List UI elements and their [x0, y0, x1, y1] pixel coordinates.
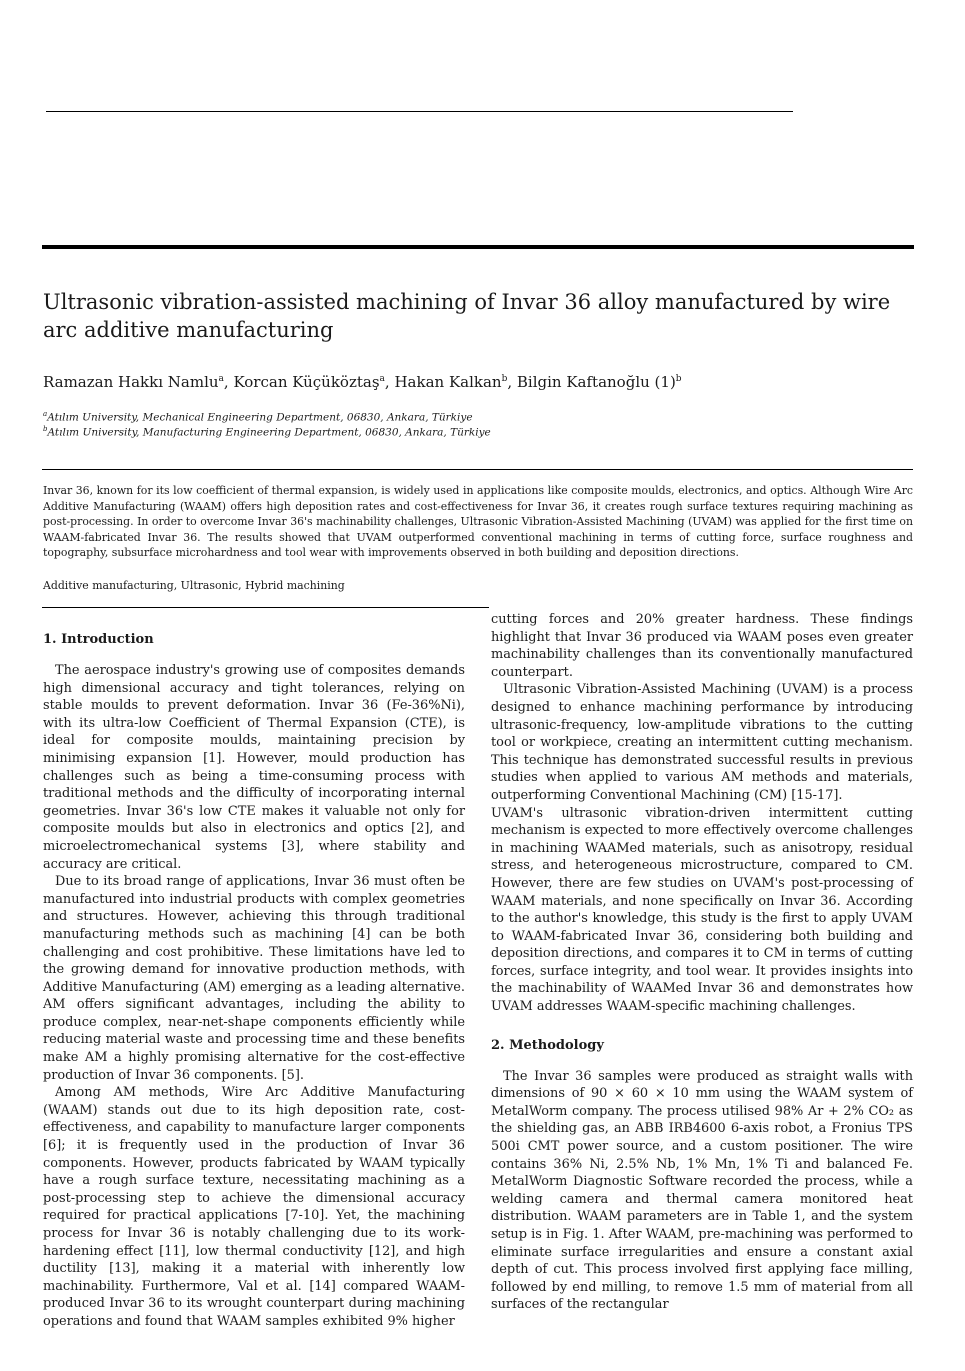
- author: Hakan Kalkan$^b$,: [394, 373, 517, 391]
- body-rule: [42, 607, 489, 608]
- section-heading-methodology: 2. Methodology: [491, 1037, 604, 1053]
- author-list: [43, 369, 682, 392]
- paragraph: Among AM methods, Wire Arc Additive Manufacturing (WAAM) stands out due to its high deposition rate, cost-effectiveness, and capability to manufacture larger components [6]; it is frequently used in the production of Invar 36 components. However, products fabricated by WAAM typically have a rough surface texture, necessitating machining as a post-processing step to achieve the dimensional accuracy required for practical applications [7-10]. Yet, the machining process for Invar 36 is notably challenging due to its work-hardening effect [11], low thermal conductivity [12], and high ductility [13], making it a material with inherently low machinability. Furthermore, Val et al. [14] compared WAAM-produced Invar 36 to its wrought counterpart during machining operations and found that WAAM samples exhibited 9% higher: [43, 1085, 465, 1329]
- paragraph: cutting forces and 20% greater hardness. These findings highlight that Invar 36 produced via WAAM poses even greater machinability challenges than its conventionally manufactured counterpart.: [491, 612, 913, 680]
- author: Ramazan Hakkı Namlu$^a$,: [43, 373, 234, 391]
- left-column: [43, 630, 465, 1331]
- paragraph: Due to its broad range of applications, Invar 36 must often be manufactured into industrial products with complex geometries and structures. However, achieving this through traditional manufacturing methods such as machining [4] can be both challenging and cost prohibitive. These limitations have led to the growing demand for innovative production methods, with Additive Manufacturing (AM) emerging as a leading alternative. AM offers significant advantages, including the ability to produce complex, near-net-shape components efficiently while reducing material waste and processing time and these benefits make AM a highly promising alternative for the cost-effective production of Invar 36 components. [5].: [43, 874, 465, 1083]
- paragraph: The Invar 36 samples were produced as straight walls with dimensions of 90 × 60 × 10 mm using the WAAM system of MetalWorm company. The process utilised 98% Ar + 2% CO₂ as the shielding gas, an ABB IRB4600 6-axis robot, a Fronius TPS 500i CMT power source, and a custom positioner. The wire contains 36% Ni, 2.5% Nb, 1% Mn, 1% Ti and balanced Fe. MetalWorm Diagnostic Software recorded the process, while a welding camera and thermal camera monitored heat distribution. WAAM parameters are in Table 1, and the system setup is in Fig. 1. After WAAM, pre-machining was performed to eliminate surface irregularities and ensure a constant axial depth of cut. This process involved first applying face milling, followed by end milling, to remove 1.5 mm of material from all surfaces of the rectangular: [491, 1068, 913, 1313]
- author: Korcan Küçüköztaş$^a$,: [233, 373, 395, 391]
- paragraph: Ultrasonic Vibration-Assisted Machining (UVAM) is a process designed to enhance machining performance by introducing ultrasonic-frequency, low-amplitude vibrations to the cutting tool or workpiece, creating an intermittent cutting mechanism. This technique has demonstrated successful results in previous studies when applied to various AM methods and materials, outperforming Conventional Machining (CM) [15-17].: [491, 682, 913, 803]
- abstract-rule: [42, 469, 913, 470]
- abstract: Invar 36, known for its low coefficient of thermal expansion, is widely used in applications like composite moulds, electronics, and optics. Although Wire Arc Additive Manufacturing (WAAM) offers high deposition rates and cost-effectiveness for Invar 36, it creates rough surface textures requiring machining as post-processing. In order to overcome Invar 36's machinability challenges, Ultrasonic Vibration-Assisted Machining (UVAM) was applied for the first time on WAAM-fabricated Invar 36. The results showed that UVAM outperformed conventional machining in terms of cutting force, surface roughness and topography, subsurface microhardness and tool wear with improvements observed in both building and deposition directions.: [43, 484, 913, 559]
- paragraph: UVAM's ultrasonic vibration-driven intermittent cutting mechanism is expected to more effectively overcome challenges in machining WAAMed materials, such as anisotropy, residual stress, and heterogeneous microstructure, compared to CM. However, there are few studies on UVAM's post-processing of WAAM materials, and none specifically on Invar 36. According to the author's knowledge, this study is the first to apply UVAM to WAAM-fabricated Invar 36, considering both building and deposition directions, and compares it to CM in terms of cutting forces, surface integrity, and tool wear. It provides insights into the machinability of WAAMed Invar 36 and demonstrates how UVAM addresses WAAM-specific machining challenges.: [491, 805, 913, 1015]
- title-rule-thick: [42, 245, 914, 249]
- section-heading-introduction: 1. Introduction: [43, 632, 154, 647]
- right-column: [491, 611, 913, 1314]
- affiliation: $^b$Atılım University, Manufacturing Engineering Department, 06830, Ankara, Türkiye: [43, 425, 491, 439]
- affiliation: $^a$Atılım University, Mechanical Engineering Department, 06830, Ankara, Türkiye: [43, 410, 473, 424]
- paragraph: The aerospace industry's growing use of composites demands high dimensional accuracy and tight tolerances, relying on stable moulds to prevent deformation. Invar 36 (Fe-36%Ni), with its ultra-low Coefficient of Thermal Expansion (CTE), is ideal for composite moulds, maintaining precision by minimising expansion [1]. However, mould production has challenges such as being a time-consuming process with traditional methods and the difficulty of incorporating internal geometries. Invar 36's low CTE makes it valuable not only for composite moulds but also in electronics and optics [2], and microelectromechanical systems [3], where stability and accuracy are critical.: [43, 663, 465, 872]
- author: Bilgin Kaftanoğlu $(1)^b$: [516, 373, 682, 391]
- keywords: Additive manufacturing, Ultrasonic, Hybrid machining: [43, 579, 345, 592]
- header-rule: [46, 111, 793, 112]
- paper-title: Ultrasonic vibration-assisted machining of Invar 36 alloy manufactured by wire arc additive manufacturing: [43, 290, 891, 342]
